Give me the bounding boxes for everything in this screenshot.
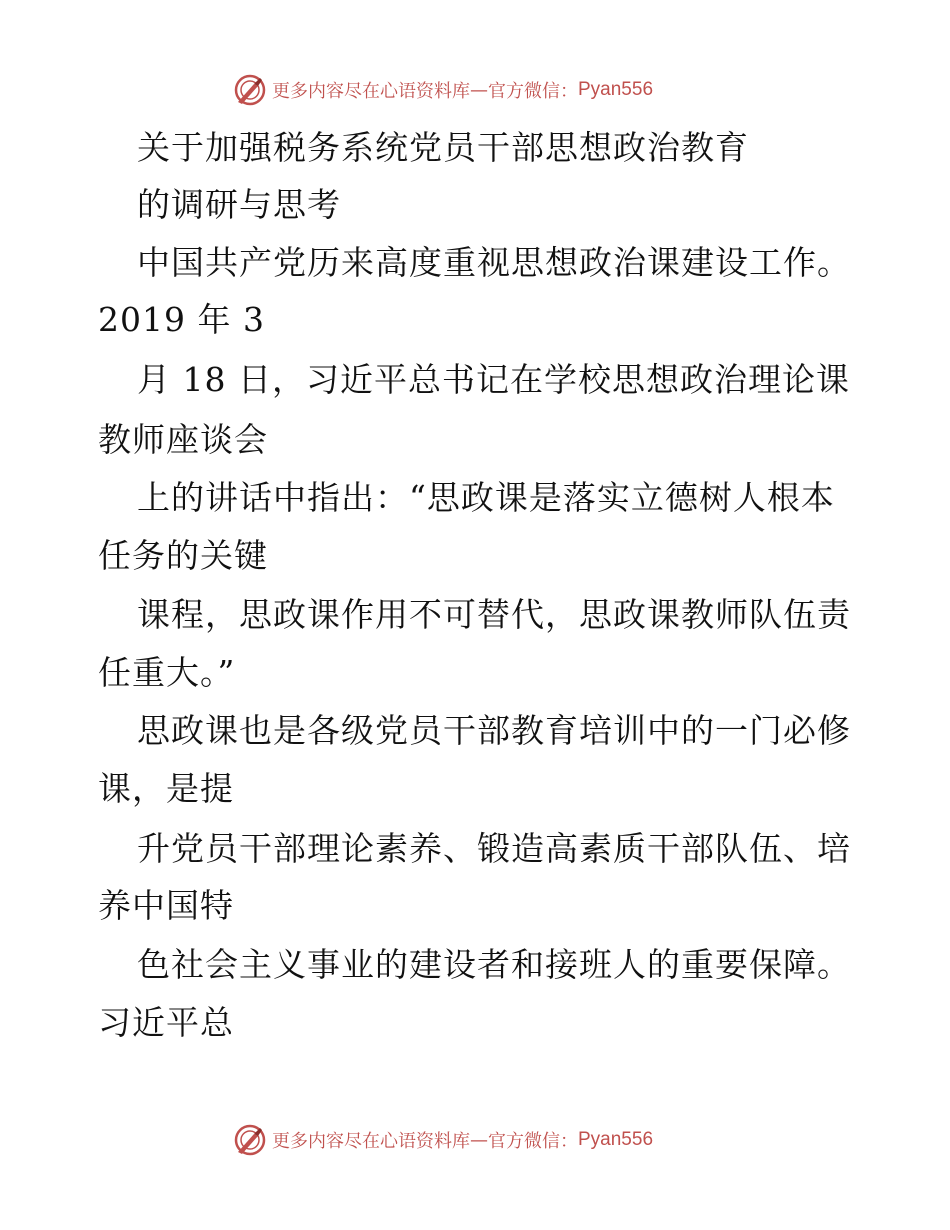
watermark-dash: —	[470, 79, 488, 101]
paragraph-line: 习近平总	[98, 1003, 234, 1042]
paragraph-line: 课程，思政课作用不可替代，思政课教师队伍责	[137, 595, 851, 634]
pen-circle-logo-icon	[232, 1122, 268, 1158]
paragraph-line: 教师座谈会	[98, 420, 268, 459]
paragraph-line: 上的讲话中指出：“思政课是落实立德树人根本	[137, 478, 835, 517]
pen-circle-logo-icon	[232, 72, 268, 108]
watermark-wechat-id: Pyan556	[578, 1129, 654, 1150]
watermark-wechat-label: 官方微信：	[488, 81, 578, 102]
watermark-dash: —	[470, 1129, 488, 1151]
paragraph-line: 色社会主义事业的建设者和接班人的重要保障。	[137, 945, 851, 984]
header-watermark	[232, 70, 653, 110]
document-title-line-2: 的调研与思考	[137, 185, 341, 224]
watermark-text: 更多内容尽在心语资料库	[272, 81, 470, 102]
paragraph-line: 2019 年 3	[98, 300, 265, 339]
paragraph-line: 月 18 日，习近平总书记在学校思想政治理论课	[137, 360, 850, 399]
paragraph-line: 升党员干部理论素养、锻造高素质干部队伍、培	[137, 829, 851, 868]
paragraph-line: 思政课也是各级党员干部教育培训中的一门必修	[137, 711, 851, 750]
paragraph-line: 课，是提	[98, 769, 234, 808]
watermark-wechat-id: Pyan556	[578, 79, 654, 100]
watermark-text: 更多内容尽在心语资料库	[272, 1131, 470, 1152]
paragraph-line: 养中国特	[98, 886, 234, 925]
paragraph-line: 任重大。”	[98, 653, 236, 692]
paragraph-line: 中国共产党历来高度重视思想政治课建设工作。	[137, 243, 851, 282]
watermark-wechat-label: 官方微信：	[488, 1131, 578, 1152]
document-title-line-1: 关于加强税务系统党员干部思想政治教育	[137, 128, 749, 167]
paragraph-line: 任务的关键	[98, 536, 268, 575]
footer-watermark	[232, 1120, 653, 1160]
